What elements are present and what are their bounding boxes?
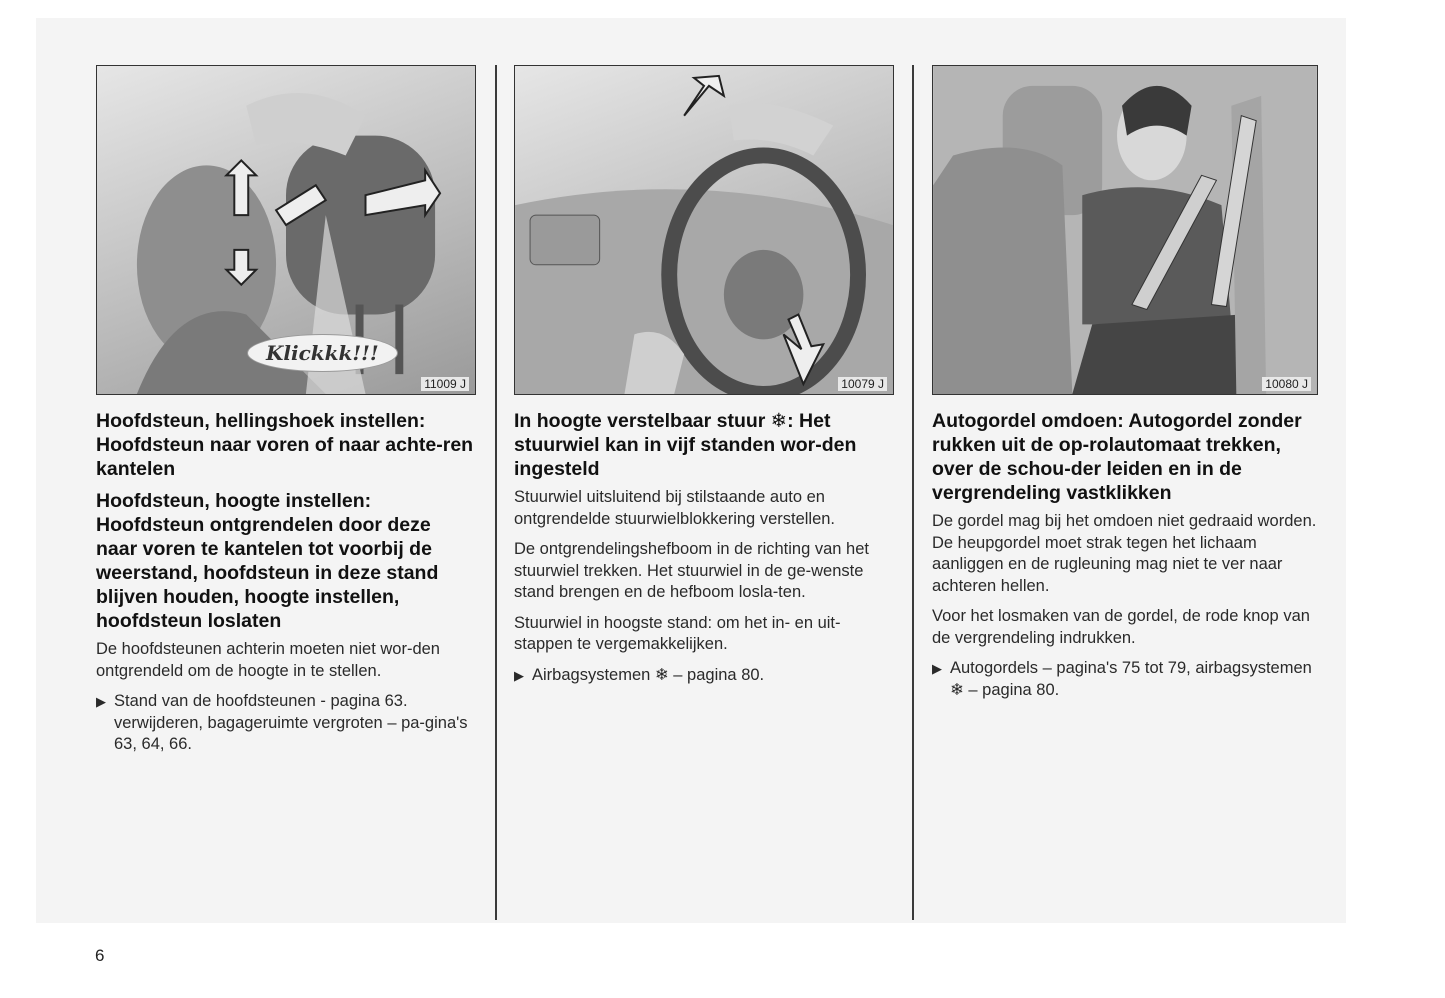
click-sound-label: Klickkk!!! — [247, 334, 398, 372]
triangle-bullet-icon: ▶ — [932, 661, 942, 676]
paragraph: Stuurwiel in hoogste stand: om het in- en uit-stappen te vergemakkelijken. — [514, 613, 841, 653]
paragraph: Voor het losmaken van de gordel, de rode knop van de vergrendeling indrukken. — [932, 607, 1310, 647]
paragraph: De ontgrendelingshefboom in de richting van het stuurwiel trekken. Het stuurwiel in de ge-wenste stand brengen en de hefboom losla-ten. — [514, 540, 869, 601]
figure-code: 10080 J — [1262, 377, 1311, 391]
column-divider — [912, 65, 914, 920]
reference-text: Airbagsystemen ❄ – pagina 80. — [532, 665, 765, 684]
reference-text: Autogordels – pagina's 75 tot 79, airbagsystemen ❄ – pagina 80. — [950, 659, 1312, 699]
seatbelt-illustration — [932, 65, 1318, 395]
heading-height: Hoofdsteun, hoogte instellen: Hoofdsteun ontgrendelen door deze naar voren te kantelen tot voorbij de weerstand, hoofdsteun in deze stand blijven houden, hoogte instellen, hoofdsteun loslaten — [96, 490, 439, 632]
steering-illustration — [514, 65, 894, 395]
paragraph: Stuurwiel uitsluitend bij stilstaande auto en ontgrendelde stuurwielblokkering verstellen. — [514, 488, 836, 528]
heading-seatbelt: Autogordel omdoen: Autogordel zonder rukken uit de op-rolautomaat trekken, over de schou-der leiden en in de vergrendeling vastklikken — [932, 410, 1302, 504]
column-steering — [514, 65, 894, 686]
page-number: 6 — [95, 946, 105, 965]
paragraph: De gordel mag bij het omdoen niet gedraaid worden. De heupgordel moet strak tegen het lichaam aanliggen en de rugleuning mag niet te ver naar achteren hellen. — [932, 512, 1317, 595]
heading-steering: In hoogte verstelbaar stuur ❄: Het stuurwiel kan in vijf standen wor-den ingesteld — [514, 410, 857, 480]
figure-code: 11009 J — [421, 377, 469, 391]
seatbelt-drawing — [933, 66, 1317, 394]
reference-text: Stand van de hoofdsteunen - pagina 63. verwijderen, bagageruimte vergroten – pa-gina's 63, 64, 66. — [114, 692, 468, 753]
paragraph: De hoofdsteunen achterin moeten niet wor-den ontgrendeld om de hoogte in te stellen. — [96, 640, 440, 680]
reference-link[interactable] — [932, 658, 1318, 701]
triangle-bullet-icon: ▶ — [514, 667, 524, 683]
triangle-bullet-icon: ▶ — [96, 694, 106, 709]
reference-link[interactable] — [514, 665, 894, 687]
reference-link[interactable] — [96, 691, 476, 756]
heading-tilt: Hoofdsteun, hellingshoek instellen: Hoofdsteun naar voren of naar achte-ren kantelen — [96, 410, 474, 480]
figure-code: 10079 J — [838, 377, 887, 391]
steering-drawing — [515, 66, 893, 394]
column-headrest — [96, 65, 476, 756]
column-divider — [495, 65, 497, 920]
column-seatbelt — [932, 65, 1318, 701]
headrest-illustration — [96, 65, 476, 395]
